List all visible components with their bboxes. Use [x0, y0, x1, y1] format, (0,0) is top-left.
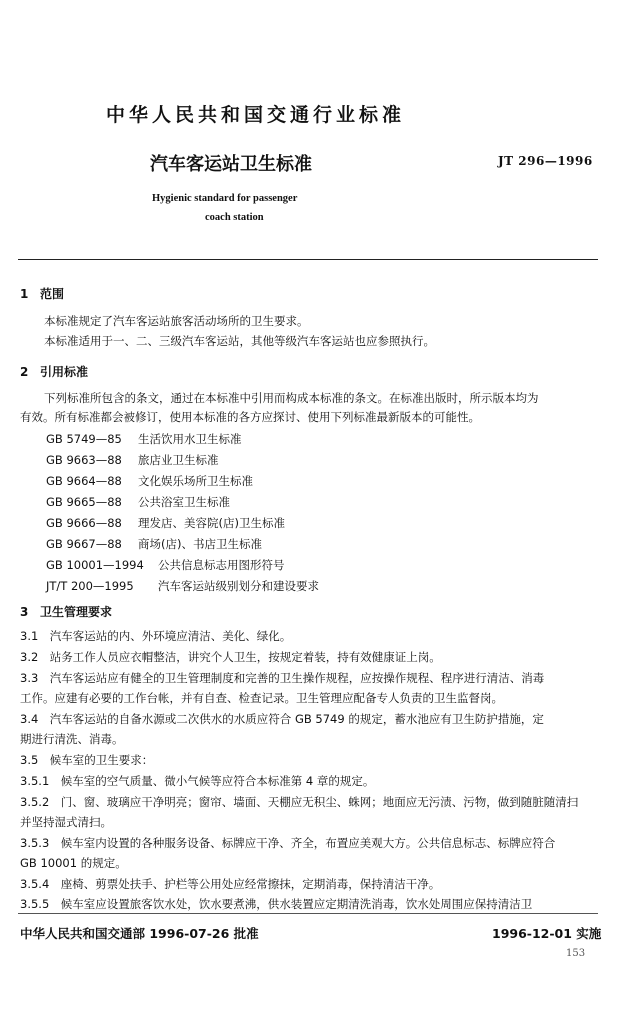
paragraph: 下列标准所包含的条文，通过在本标准中引用而构成本标准的条文。在标准出版时，所示版本均为: [44, 391, 539, 405]
clause: 3.1 汽车客运站的内、外环境应清洁、美化、绿化。: [20, 629, 292, 643]
section-title: 引用标准: [40, 365, 89, 379]
reference-title: 汽车客运站级别划分和建设要求: [158, 579, 319, 593]
reference-item: [46, 431, 242, 447]
section-title: 范围: [40, 287, 65, 301]
reference-code: GB 9663—88: [46, 453, 122, 467]
clause: 3.4 汽车客运站的自备水源或二次供水的水质应符合 GB 5749 的规定，蓄水池应有卫生防护措施，定: [20, 712, 544, 726]
section-number: 3: [20, 605, 29, 619]
reference-item: [46, 452, 219, 468]
section-title: 卫生管理要求: [40, 605, 113, 619]
reference-code: GB 5749—85: [46, 432, 122, 446]
reference-code: GB 10001—1994: [46, 558, 144, 572]
paragraph: 本标准规定了汽车客运站旅客活动场所的卫生要求。: [44, 314, 309, 328]
standard-title-en-line1: Hygienic standard for passenger: [152, 193, 298, 204]
clause: 3.3 汽车客运站应有健全的卫生管理制度和完善的卫生操作规程，应按操作规程、程序进行清洁、消毒: [20, 671, 545, 685]
clause-continuation: 工作。应建有必要的工作台帐，并有自查、检查记录。卫生管理应配备专人负责的卫生监督岗。: [20, 691, 503, 705]
page-number: 153: [566, 948, 586, 959]
standard-code: JT 296—1996: [498, 154, 593, 168]
standard-title-en-line2: coach station: [205, 212, 264, 223]
reference-code: GB 9664—88: [46, 474, 122, 488]
reference-code: JT/T 200—1995: [46, 579, 134, 593]
section-heading-2: [20, 363, 88, 380]
paragraph: 本标准适用于一、二、三级汽车客运站，其他等级汽车客运站也应参照执行。: [44, 334, 435, 348]
section-heading-3: [20, 603, 112, 620]
reference-item: [46, 494, 230, 510]
reference-title: 公共浴室卫生标准: [138, 495, 230, 509]
clause: 3.5.4 座椅、剪票处扶手、护栏等公用处应经常擦抹，定期消毒，保持清洁干净。: [20, 877, 441, 891]
section-heading-1: [20, 285, 64, 302]
reference-title: 生活饮用水卫生标准: [138, 432, 242, 446]
reference-item: [46, 515, 285, 531]
reference-title: 商场(店)、书店卫生标准: [138, 537, 262, 551]
reference-item: [46, 557, 285, 573]
approval-statement: 中华人民共和国交通部 1996-07-26 批准: [20, 926, 259, 941]
clause-continuation: 并坚持湿式清扫。: [20, 815, 112, 829]
reference-item: [46, 473, 253, 489]
reference-code: GB 9666—88: [46, 516, 122, 530]
clause: 3.5.5 候车室应设置旅客饮水处，饮水要煮沸，供水装置应定期清洗消毒，饮水处周围应保持清洁卫: [20, 897, 533, 911]
paragraph: 有效。所有标准都会被修订，使用本标准的各方应探讨、使用下列标准最新版本的可能性。: [20, 410, 480, 424]
section-number: 2: [20, 365, 29, 379]
clause-continuation: GB 10001 的规定。: [20, 856, 127, 870]
clause: 3.5 候车室的卫生要求：: [20, 753, 154, 767]
clause: 3.5.1 候车室的空气质量、微小气候等应符合本标准第 4 章的规定。: [20, 774, 375, 788]
reference-title: 公共信息标志用图形符号: [158, 558, 285, 572]
reference-title: 理发店、美容院(店)卫生标准: [138, 516, 285, 530]
implementation-date: 1996-12-01 实施: [492, 926, 602, 941]
reference-title: 文化娱乐场所卫生标准: [138, 474, 253, 488]
header-divider: [18, 259, 598, 260]
reference-code: GB 9667—88: [46, 537, 122, 551]
reference-item: [46, 578, 319, 594]
clause: 3.5.3 候车室内设置的各种服务设备、标牌应干净、齐全，布置应美观大方。公共信息标志、标牌应符合: [20, 836, 556, 850]
footer-divider: [18, 913, 598, 914]
reference-item: [46, 536, 262, 552]
clause: 3.2 站务工作人员应衣帽整洁，讲究个人卫生，按规定着装，持有效健康证上岗。: [20, 650, 441, 664]
reference-title: 旅店业卫生标准: [138, 453, 219, 467]
standard-title-cn: 汽车客运站卫生标准: [150, 154, 312, 175]
reference-code: GB 9665—88: [46, 495, 122, 509]
clause-continuation: 期进行清洗、消毒。: [20, 732, 124, 746]
clause: 3.5.2 门、窗、玻璃应干净明亮；窗帘、墙面、天棚应无积尘、蛛网；地面应无污渍、污物，做到随脏随清扫: [20, 795, 579, 809]
section-number: 1: [20, 287, 29, 301]
issuing-authority: 中华人民共和国交通行业标准: [106, 104, 406, 126]
